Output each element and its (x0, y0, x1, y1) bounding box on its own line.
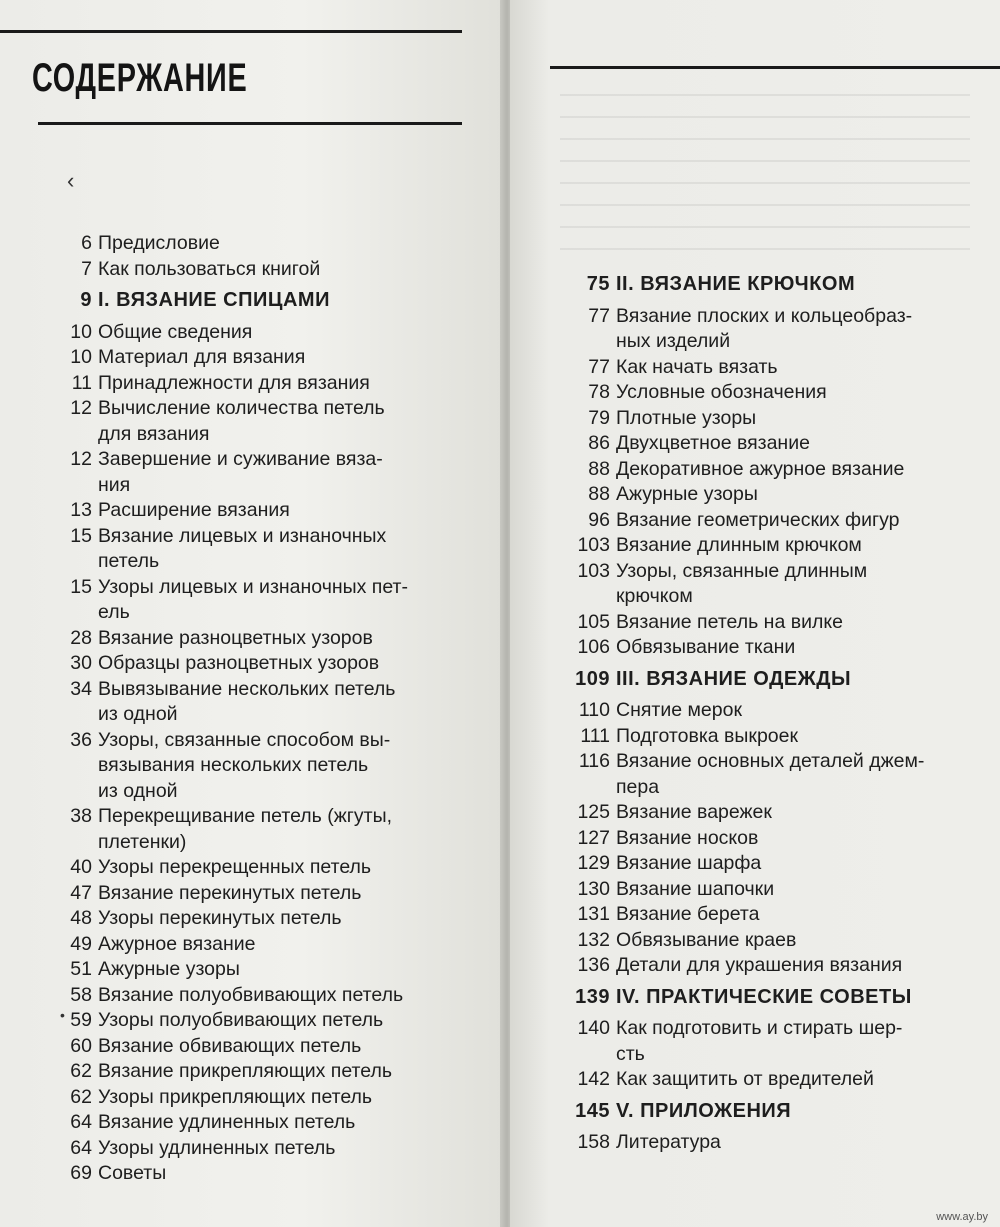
entry-title: III. ВЯЗАНИЕ ОДЕЖДЫ (616, 667, 852, 690)
entry-title: Советы (98, 1162, 167, 1184)
page-number: 34 (70, 677, 92, 700)
page-number: 30 (70, 652, 92, 674)
entry-title: Вычисление количества петель для вязания (98, 397, 385, 445)
entry-title: Узоры полуобвивающих петель (98, 1009, 384, 1031)
contents-list-left (0, 231, 500, 1187)
toc-entry (510, 698, 1000, 724)
entry-title: Вязание обвивающих петель (98, 1034, 362, 1057)
toc-entry (0, 1034, 500, 1060)
page-number: 64 (70, 1111, 92, 1133)
page-number: 103 (577, 534, 610, 556)
toc-entry (510, 1130, 1000, 1156)
entry-title: Ажурные узоры (98, 958, 240, 980)
toc-entry (0, 1059, 500, 1085)
entry-title: Расширение вязания (98, 499, 290, 521)
page-number: 48 (70, 907, 92, 929)
page-number: 129 (577, 852, 610, 874)
page-number: 64 (70, 1136, 92, 1159)
toc-entry (510, 902, 1000, 928)
entry-title: Завершение и суживание вяза- ния (98, 448, 383, 496)
toc-entry (510, 431, 1000, 457)
entry-title: Предисловие (98, 232, 220, 254)
toc-entry (510, 508, 1000, 534)
page-number: 13 (70, 499, 92, 521)
toc-entry (510, 559, 1000, 610)
entry-title: Материал для вязания (98, 346, 306, 368)
page-number: 142 (577, 1068, 610, 1090)
entry-title: Перекрещивание петель (жгуты, плетенки) (98, 805, 393, 853)
section-heading (510, 667, 1000, 693)
toc-entry (510, 826, 1000, 852)
toc-entry (510, 406, 1000, 432)
page-number: 77 (588, 304, 610, 327)
page-number: 49 (70, 932, 92, 955)
toc-entry (510, 533, 1000, 559)
entry-title: Вязание прикрепляющих петель (98, 1060, 393, 1082)
page-number: 111 (580, 724, 610, 747)
entry-title: Узоры удлиненных петель (98, 1136, 336, 1159)
page-number: 62 (70, 1085, 92, 1108)
entry-title: Вязание основных деталей джем- пера (616, 750, 925, 798)
entry-title: Снятие мерок (616, 699, 742, 721)
contents-list-right (510, 266, 1000, 1156)
entry-title: Узоры перекинутых петель (98, 907, 342, 929)
entry-title: Узоры, связанные способом вы- вязывания нескольких петель из одной (98, 728, 391, 802)
toc-entry (0, 231, 500, 257)
page-number: 116 (578, 750, 610, 772)
toc-entry (0, 983, 500, 1009)
stray-mark: ‹ (67, 168, 75, 193)
entry-title: Литература (616, 1131, 721, 1153)
toc-entry (0, 1161, 500, 1187)
toc-entry (0, 396, 500, 447)
page-number: 88 (588, 457, 610, 480)
entry-title: Как подготовить и стирать шер- сть (616, 1017, 903, 1065)
toc-entry (510, 457, 1000, 483)
entry-title: Вязание плоских и кольцеобраз- ных изделий (616, 304, 913, 352)
page-number: 15 (70, 524, 92, 547)
entry-title: Декоративное ажурное вязание (616, 457, 905, 480)
toc-entry (0, 345, 500, 371)
entry-title: Двухцветное вязание (616, 432, 810, 454)
page-number: 78 (588, 381, 610, 403)
heading-underline (38, 122, 462, 125)
entry-title: Вязание перекинутых петель (98, 881, 362, 904)
entry-title: Как защитить от вредителей (616, 1068, 874, 1090)
page-number: 59 (70, 1009, 92, 1031)
page-number: 86 (588, 432, 610, 454)
page-number: 38 (70, 805, 92, 827)
entry-title: Обвязывание краев (616, 928, 797, 951)
entry-title: Подготовка выкроек (616, 724, 799, 747)
toc-entry (510, 877, 1000, 903)
right-page (510, 0, 1000, 1227)
entry-title: V. ПРИЛОЖЕНИЯ (616, 1099, 792, 1122)
toc-entry (0, 677, 500, 728)
entry-title: Вязание удлиненных петель (98, 1111, 356, 1133)
toc-entry (510, 851, 1000, 877)
page-number: 15 (70, 575, 92, 598)
page-number: 139 (575, 985, 610, 1008)
toc-entry (0, 651, 500, 677)
page-number: 75 (586, 273, 610, 295)
toc-entry (510, 953, 1000, 979)
entry-title: Вязание шапочки (616, 877, 775, 900)
entry-title: Вывязывание нескольких петель из одной (98, 677, 396, 725)
page-number: 145 (575, 1099, 610, 1122)
page-number: 131 (577, 903, 610, 925)
page-number: 36 (70, 728, 92, 751)
toc-entry (510, 380, 1000, 406)
entry-title: I. ВЯЗАНИЕ СПИЦАМИ (98, 289, 330, 311)
page-number: 140 (577, 1017, 610, 1039)
toc-entry (510, 355, 1000, 381)
toc-entry (0, 932, 500, 958)
page-number: 106 (577, 636, 610, 658)
entry-title: Вязание полуобвивающих петель (98, 983, 404, 1006)
page-number: 105 (577, 610, 610, 633)
section-heading (510, 272, 1000, 298)
page-number: 7 (81, 257, 92, 280)
toc-entry (0, 906, 500, 932)
page-number: 136 (577, 954, 610, 976)
entry-title: II. ВЯЗАНИЕ КРЮЧКОМ (616, 273, 856, 295)
toc-entry (0, 626, 500, 652)
page-number: 9 (80, 289, 92, 311)
entry-title: Узоры прикрепляющих петель (98, 1085, 373, 1108)
entry-title: Узоры перекрещенных петель (98, 856, 372, 878)
entry-title: Узоры лицевых и изнаночных пет- ель (98, 575, 408, 623)
toc-entry (0, 957, 500, 983)
toc-entry (0, 524, 500, 575)
page-number: 6 (81, 232, 92, 254)
watermark: www.ay.by (936, 1211, 988, 1223)
toc-entry (510, 482, 1000, 508)
entry-title: Вязание носков (616, 826, 759, 849)
toc-entry (510, 724, 1000, 750)
bleed-through-text (560, 90, 970, 250)
page-number: 12 (70, 397, 92, 419)
entry-title: Вязание лицевых и изнаночных петель (98, 524, 387, 572)
page-number: 28 (70, 626, 92, 649)
toc-entry (510, 800, 1000, 826)
entry-title: Вязание петель на вилке (616, 610, 843, 633)
entry-title: Ажурные узоры (616, 483, 758, 505)
toc-entry (0, 1085, 500, 1111)
entry-title: Как начать вязать (616, 355, 778, 378)
section-heading (510, 1099, 1000, 1125)
toc-entry (510, 928, 1000, 954)
page-number: 103 (577, 559, 610, 582)
entry-title: Узоры, связанные длинным крючком (616, 559, 868, 607)
entry-title: Условные обозначения (616, 381, 827, 403)
entry-title: Принадлежности для вязания (98, 371, 370, 394)
entry-title: Плотные узоры (616, 406, 757, 429)
entry-title: Образцы разноцветных узоров (98, 652, 380, 674)
toc-entry (0, 728, 500, 805)
toc-entry (0, 881, 500, 907)
toc-entry (510, 1067, 1000, 1093)
bullet-mark: • (60, 1007, 65, 1023)
toc-entry (510, 610, 1000, 636)
page-number: 109 (575, 667, 610, 690)
toc-entry (0, 1008, 500, 1034)
toc-entry (510, 749, 1000, 800)
entry-title: IV. ПРАКТИЧЕСКИЕ СОВЕТЫ (616, 985, 912, 1008)
toc-entry (0, 804, 500, 855)
toc-entry (510, 1016, 1000, 1067)
entry-title: Вязание берета (616, 903, 760, 925)
entry-title: Вязание длинным крючком (616, 534, 862, 556)
page-number: 88 (588, 483, 610, 505)
page-number: 127 (577, 826, 610, 849)
toc-entry (0, 320, 500, 346)
page-number: 11 (71, 371, 92, 394)
entry-title: Общие сведения (98, 320, 253, 343)
toc-entry (510, 304, 1000, 355)
entry-title: Как пользоваться книгой (98, 257, 321, 280)
page-number: 10 (70, 346, 92, 368)
page-number: 40 (70, 856, 92, 878)
entry-title: Обвязывание ткани (616, 636, 796, 658)
toc-entry (0, 447, 500, 498)
entry-title: Детали для украшения вязания (616, 954, 903, 976)
entry-title: Вязание варежек (616, 801, 772, 823)
page-number: 58 (70, 983, 92, 1006)
contents-heading: СОДЕРЖАНИЕ (32, 56, 248, 100)
section-heading (510, 985, 1000, 1011)
toc-entry (0, 855, 500, 881)
page-number: 60 (70, 1034, 92, 1057)
toc-entry (510, 635, 1000, 661)
page-number: 130 (577, 877, 610, 900)
toc-entry (0, 498, 500, 524)
page-number: 158 (577, 1131, 610, 1153)
entry-title: Вязание шарфа (616, 852, 762, 874)
page-number: 62 (70, 1060, 92, 1082)
page-number: 47 (70, 881, 92, 904)
page-number: 132 (577, 928, 610, 951)
entry-title: Вязание геометрических фигур (616, 508, 900, 531)
page-number: 77 (588, 355, 610, 378)
toc-entry (0, 575, 500, 626)
page-number: 12 (70, 448, 92, 470)
toc-entry (0, 1110, 500, 1136)
toc-entry (0, 1136, 500, 1162)
entry-title: Ажурное вязание (98, 932, 256, 955)
page-number: 79 (588, 406, 610, 429)
section-heading (0, 288, 500, 314)
top-rule (0, 30, 462, 33)
toc-entry (0, 257, 500, 283)
page-number: 10 (70, 320, 92, 343)
page-number: 51 (70, 958, 92, 980)
page-number: 96 (588, 508, 610, 531)
top-rule-right (550, 66, 1000, 69)
page-number: 69 (70, 1162, 92, 1184)
page-number: 125 (577, 801, 610, 823)
entry-title: Вязание разноцветных узоров (98, 626, 373, 649)
page-number: 110 (578, 699, 610, 721)
toc-entry (0, 371, 500, 397)
